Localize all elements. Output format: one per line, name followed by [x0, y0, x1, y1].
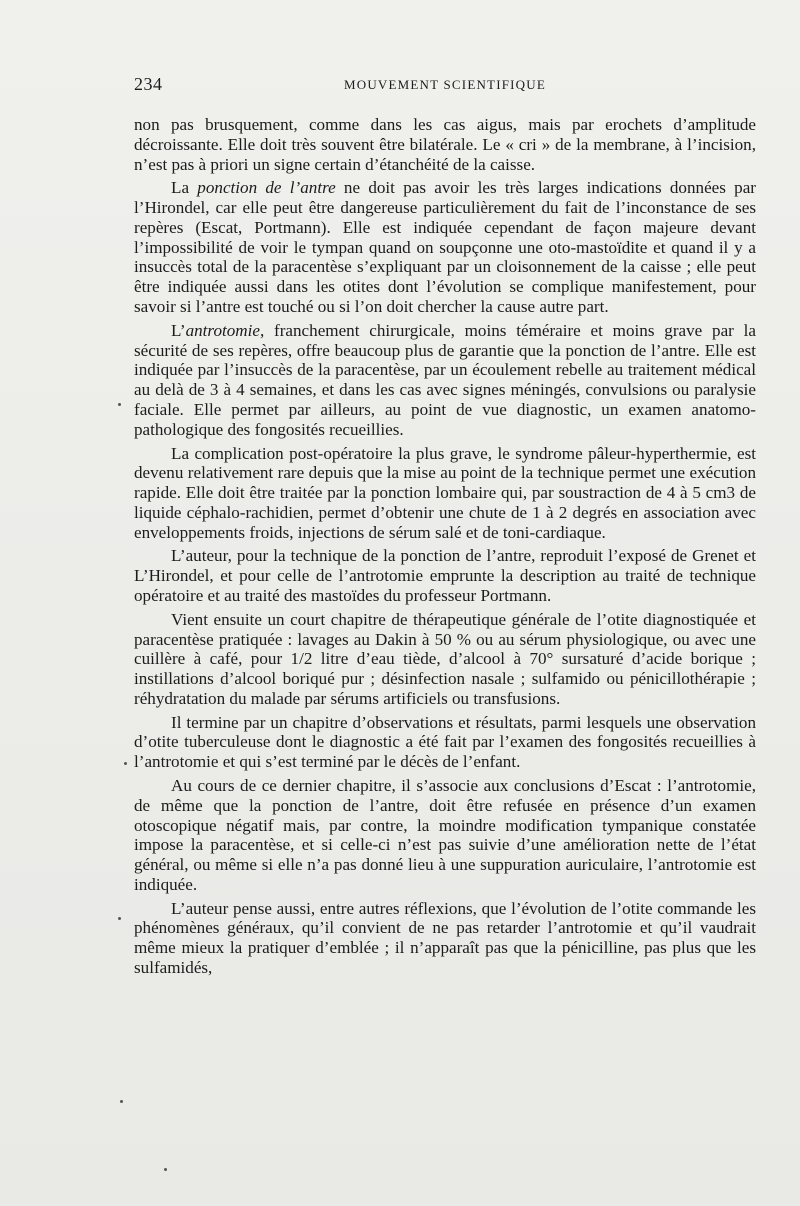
scan-speck: [164, 1168, 167, 1171]
text-run: ne doit pas avoir les très larges indications données par l’Hirondel, car elle peut être dangereuse particulièrement du fait de l’inconstance de ses repères (Escat, Portmann). Elle est indiquée cependant de façon majeure devant l’impossibilité de voir le tympan quand on soupçonne une oto-mastoïdite et quand il y a insuccès total de la paracentèse s’expliquant par un cloisonnement de la caisse ; elle peut être indiquée aussi dans les otites dont l’évolution se complique manifestement, pour savoir si l’antre est touché ou si l’on doit chercher la cause autre part.: [134, 178, 756, 317]
paragraph: [134, 899, 756, 978]
text-run: La: [171, 178, 198, 198]
paragraph: [134, 776, 756, 895]
page-header: [134, 74, 756, 96]
text-run: Vient ensuite un court chapitre de thérapeutique générale de l’otite diagnostiquée et paracentèse pratiquée : lavages au Dakin à 50 % ou au sérum physiologique, ou avec une cuillère à café, pour 1/2 litre d’eau tiède, d’alcool à 70° sursaturé d’acide borique ; instillations d’alcool boriqué pur ; désinfection nasale ; sulfamido ou pénicillothérapie ; réhydratation du malade par sérums artificiels ou transfusions.: [134, 609, 756, 708]
paragraph: [134, 713, 756, 772]
page-number: 234: [134, 74, 163, 94]
text-run: L’auteur pense aussi, entre autres réflexions, que l’évolution de l’otite commande les phénomènes généraux, qu’il convient de ne pas retarder l’antrotomie et qu’il vaudrait même mieux la pratiquer d’emblée ; il n’apparaît pas que la pénicilline, pas plus que les sulfamidés,: [134, 898, 756, 978]
text-run: Il termine par un chapitre d’observations et résultats, parmi lesquels une observation d’otite tuberculeuse dont le diagnostic a été fait par l’examen des fongosités recueillies à l’antrotomie et qui s’est terminé par le décès de l’enfant.: [134, 712, 756, 772]
paragraph: [134, 610, 756, 709]
text-run: Au cours de ce dernier chapitre, il s’associe aux conclusions d’Escat : l’antrotomie, de même que la ponction de l’antre, doit être refusée en présence d’un examen otoscopique négatif mais, par contre, la moindre modification tympanique constatée impose la paracentèse, et si celle-ci n’est pas suivie d’une amélioration nette de l’état général, ou même si elle n’a pas donné lieu à une suppuration auriculaire, l’antrotomie est indiquée.: [134, 776, 756, 894]
paragraph: [134, 444, 756, 543]
paragraph: [134, 546, 756, 605]
running-title: MOUVEMENT SCIENTIFIQUE: [343, 77, 546, 92]
text-run: L’: [171, 320, 186, 340]
scan-speck: [118, 917, 121, 920]
paragraph: [134, 178, 756, 316]
paragraph: [134, 115, 756, 174]
scan-speck: [120, 1100, 123, 1103]
text-run: non pas brusquement, comme dans les cas aigus, mais par erochets d’amplitude décroissante. Elle doit très souvent être bilatérale. Le « cri » de la membrane, à l’incision, n’est pas à priori un signe certain d’étanchéité de la caisse.: [134, 115, 756, 174]
italic-term: ponction de l’antre: [197, 178, 336, 198]
text-run: , franchement chirurgicale, moins téméraire et moins grave par la sécurité de ses repères, offre beaucoup plus de garantie que la ponction de l’antre. Elle est indiquée par l’insuccès de la paracentèse, par un écoulement rebelle au traitement médical au delà de 3 à 4 semaines, et dans les cas avec signes méningés, convulsions ou paralysie faciale. Elle permet par ailleurs, au point de vue diagnostic, un examen anatomo-pathologique des fongosités recueillies.: [134, 320, 756, 439]
paragraph: [134, 321, 756, 440]
scan-speck: [118, 403, 121, 406]
scan-speck: [124, 762, 127, 765]
text-run: L’auteur, pour la technique de la ponction de l’antre, reproduit l’exposé de Grenet et L’Hirondel, et pour celle de l’antrotomie emprunte la description au traité de technique opératoire et au traité des mastoïdes du professeur Portmann.: [134, 546, 756, 605]
body-text: [134, 115, 756, 982]
italic-term: antrotomie: [185, 320, 260, 340]
text-run: La complication post-opératoire la plus grave, le syndrome pâleur-hyperthermie, est devenu relativement rare depuis que la mise au point de la technique permet une exécution rapide. Elle doit être traitée par la ponction lombaire qui, par soustraction de 4 à 5 cm3 de liquide céphalo-rachidien, permet d’obtenir une chute de 1 à 2 degrés en association avec enveloppements froids, injections de sérum salé et de toni-cardiaque.: [134, 443, 756, 542]
